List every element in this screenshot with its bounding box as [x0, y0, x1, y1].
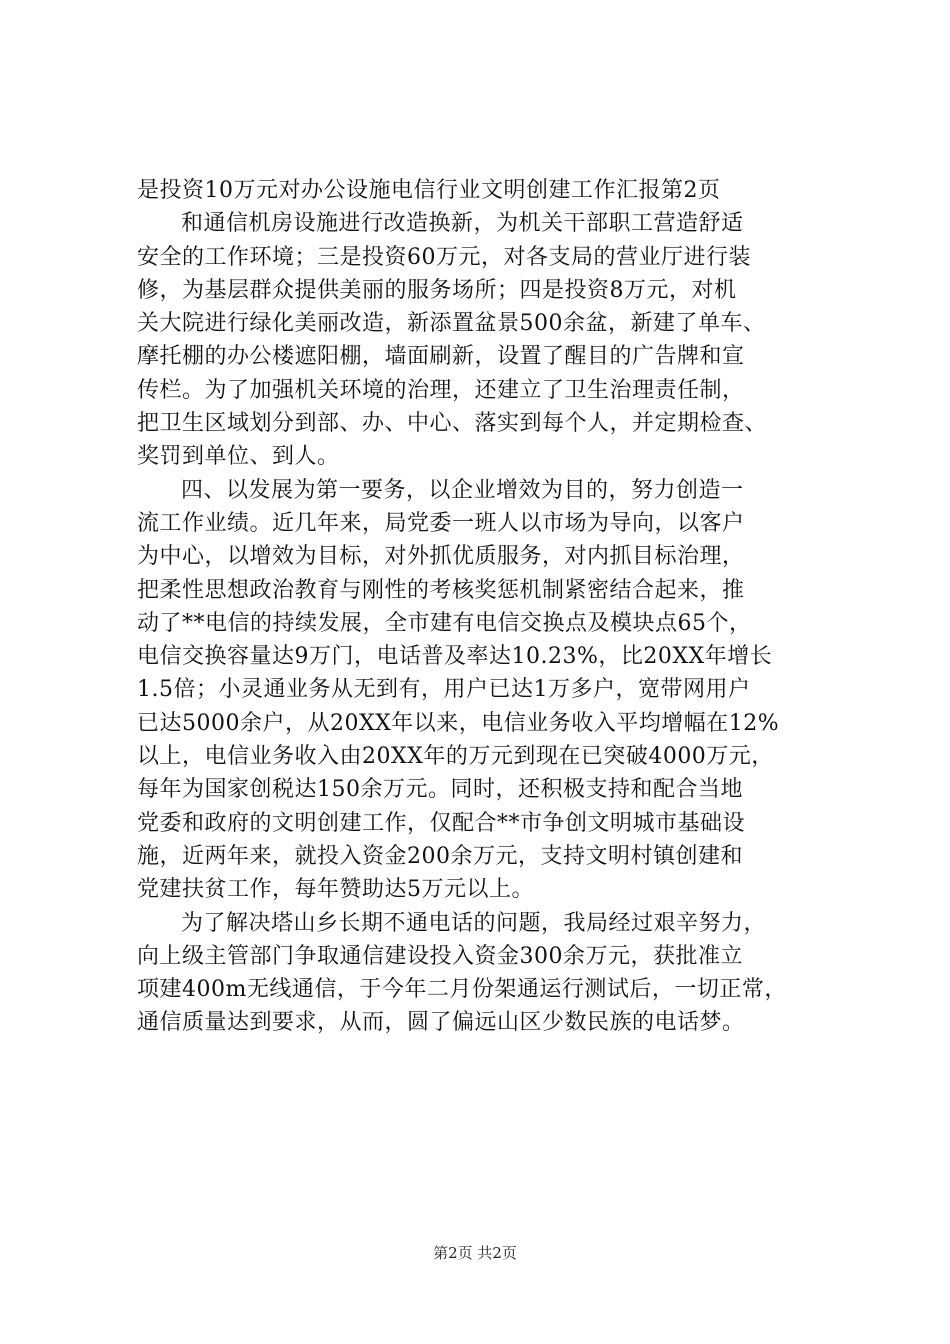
text-line: 党委和政府的文明创建工作，仅配合**市争创文明城市基础设 — [137, 810, 746, 836]
document-body — [137, 174, 857, 1040]
text-line: 和通信机房设施进行改造换新，为机关干部职工营造舒适 — [181, 211, 744, 237]
text-line: 安全的工作环境；三是投资60万元，对各支局的营业厅进行装 — [137, 244, 751, 270]
page-footer: 第2页 共2页 — [433, 1244, 517, 1262]
text-line: 电信交换容量达9万门，电话普及率达10.23%，比20XX年增长 — [137, 644, 773, 670]
text-line: 施，近两年来，就投入资金200余万元，支持文明村镇创建和 — [137, 843, 743, 869]
text-line: 修，为基层群众提供美丽的服务场所；四是投资8万元，对机 — [137, 277, 737, 303]
text-line: 以上，电信业务收入由20XX年的万元到现在已突破4000万元， — [137, 744, 774, 770]
text-line: 是投资10万元对办公设施电信行业文明创建工作汇报第2页 — [137, 178, 721, 203]
text-line: 已达5000余户，从20XX年以来，电信业务收入平均增幅在12% — [137, 710, 780, 736]
text-line: 党建扶贫工作，每年赞助达5万元以上。 — [137, 877, 534, 903]
text-line: 把柔性思想政治教育与刚性的考核奖惩机制紧密结合起来，推 — [137, 577, 745, 603]
text-line: 项建400m无线通信，于今年二月份架通运行测试后，一切正常， — [137, 977, 787, 1003]
text-line: 摩托棚的办公楼遮阳棚，墙面刷新，设置了醒目的广告牌和宣 — [137, 344, 745, 370]
text-line: 奖罚到单位、到人。 — [137, 444, 340, 470]
text-line: 流工作业绩。近几年来，局党委一班人以市场为导向，以客户 — [137, 510, 745, 536]
text-line: 关大院进行绿化美丽改造，新添置盆景500余盆，新建了单车、 — [137, 311, 766, 337]
text-line: 每年为国家创税达150余万元。同时，还积极支持和配合当地 — [137, 777, 743, 803]
text-line: 向上级主管部门争取通信建设投入资金300余万元，获批准立 — [137, 943, 743, 969]
text-line: 动了**电信的持续发展，全市建有电信交换点及模块点65个， — [137, 610, 752, 636]
text-line: 为中心，以增效为目标，对外抓优质服务，对内抓目标治理， — [137, 544, 745, 570]
text-line: 把卫生区域划分到部、办、中心、落实到每个人，并定期检查、 — [137, 411, 768, 437]
text-line: 四、以发展为第一要务，以企业增效为目的，努力创造一 — [181, 477, 744, 503]
text-line: 为了解决塔山乡长期不通电话的问题，我局经过艰辛努力， — [181, 910, 767, 936]
text-line: 传栏。为了加强机关环境的治理，还建立了卫生治理责任制， — [137, 377, 745, 403]
text-line: 1.5倍；小灵通业务从无到有，用户已达1万多户，宽带网用户 — [137, 677, 751, 703]
text-line: 通信质量达到要求，从而，圆了偏远山区少数民族的电话梦。 — [137, 1010, 745, 1036]
